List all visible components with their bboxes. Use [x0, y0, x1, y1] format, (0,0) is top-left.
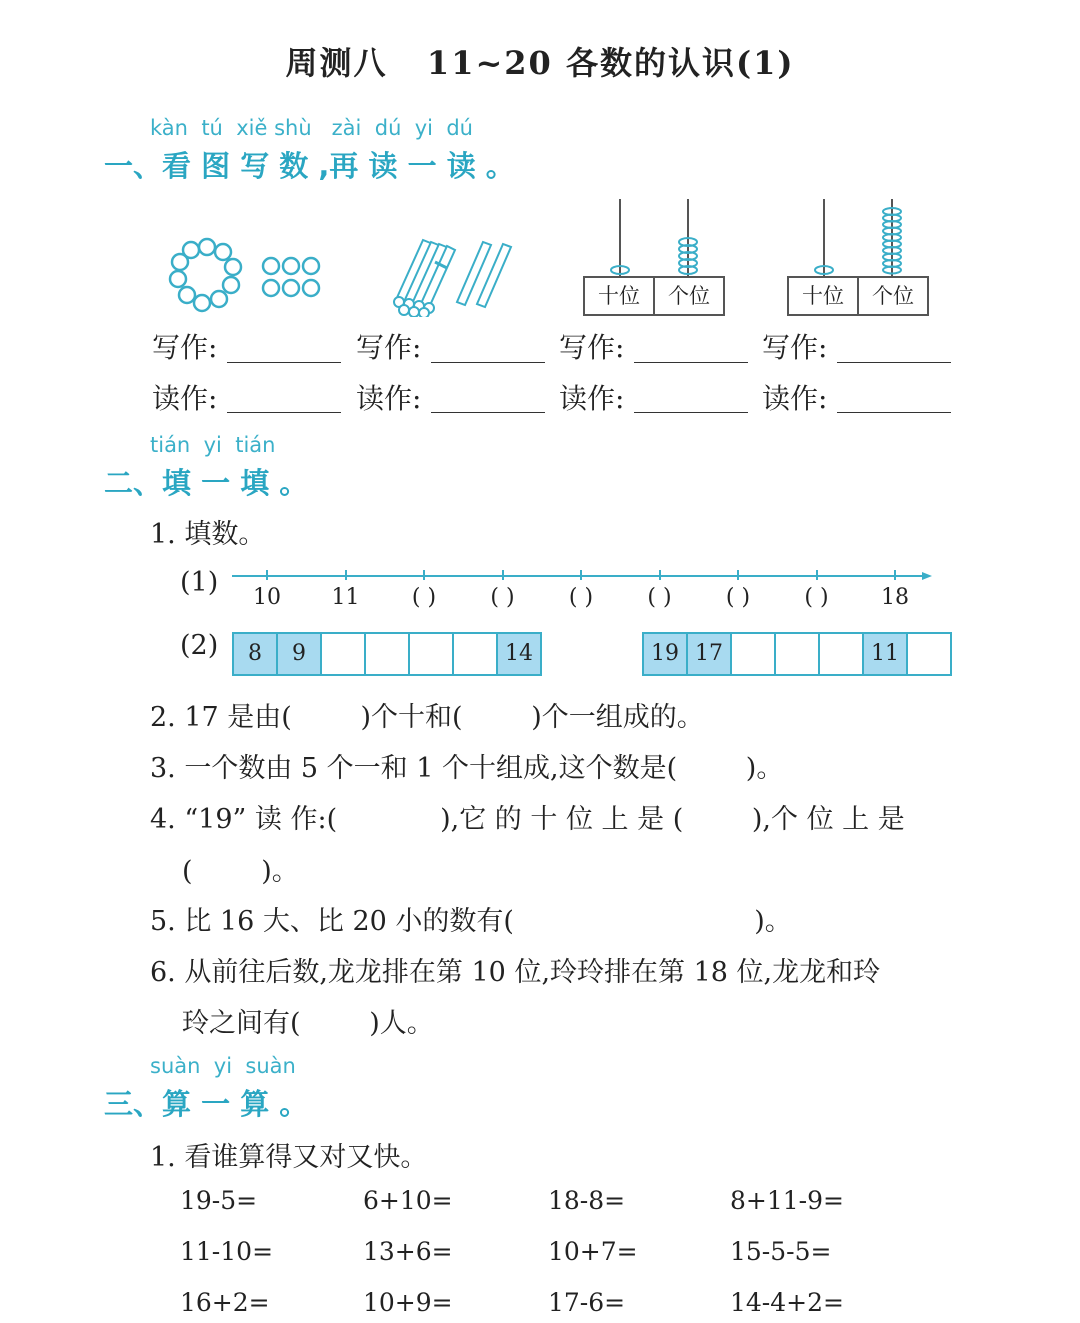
number-line-label[interactable]: ( ) — [647, 585, 672, 610]
number-line-label: 10 — [253, 585, 281, 610]
number-line-label: 11 — [331, 585, 360, 610]
question-2-3: 3. 一个数由 5 个一和 1 个十组成,这个数是( )。 — [150, 753, 784, 784]
section3-heading: 三、算 一 算 。 — [104, 1087, 309, 1121]
loose-circles — [263, 258, 319, 296]
box-cell: 8 — [234, 634, 278, 674]
read-label-3: 读作: — [559, 382, 625, 415]
calc-expression[interactable]: 10+9= — [363, 1288, 453, 1317]
write-label-3: 写作: — [559, 331, 625, 364]
number-line-tick — [423, 570, 425, 580]
box-cell: 17 — [688, 634, 732, 674]
tens-label: 十位 — [598, 284, 640, 308]
read-label-4: 读作: — [762, 382, 828, 415]
number-line-tick — [502, 570, 504, 580]
sticks-picture-icon — [385, 232, 515, 317]
number-line-tick — [816, 570, 818, 580]
calc-expression[interactable]: 10+7= — [548, 1237, 638, 1266]
write-blank-4[interactable] — [837, 362, 951, 363]
calc-expression[interactable]: 18-8= — [548, 1186, 626, 1215]
section1-heading: 一、看 图 写 数 ,再 读 一 读 。 — [104, 149, 515, 183]
calc-expression[interactable]: 16+2= — [180, 1288, 270, 1317]
write-blank-1[interactable] — [227, 362, 341, 363]
box-cell-blank[interactable] — [454, 634, 498, 674]
read-blank-4[interactable] — [837, 412, 951, 413]
read-label-2: 读作: — [356, 382, 422, 415]
page-title: 周测八 11~20 各数的认识(1) — [285, 44, 795, 82]
number-line-label[interactable]: ( ) — [725, 585, 751, 610]
number-line — [232, 568, 932, 584]
read-blank-1[interactable] — [227, 412, 341, 413]
number-line-tick — [894, 570, 896, 580]
section3-pinyin: suàn yi suàn — [150, 1054, 296, 1078]
place-value-box-2 — [787, 276, 929, 316]
section2-heading: 二、填 一 填 。 — [104, 466, 309, 500]
box-cell-blank[interactable] — [366, 634, 410, 674]
read-blank-3[interactable] — [634, 412, 748, 413]
calc-expression[interactable]: 8+11-9= — [730, 1186, 844, 1215]
write-label-4: 写作: — [762, 331, 828, 364]
number-line-tick — [345, 570, 347, 580]
abacus-1-icon — [583, 197, 723, 279]
number-line-tick — [266, 570, 268, 580]
calc-expression[interactable]: 11-10= — [180, 1237, 274, 1266]
question-2-4-cont: ( )。 — [182, 856, 299, 887]
part-2-label: (2) — [180, 630, 219, 661]
boxes-left — [232, 632, 542, 676]
calc-expression[interactable]: 13+6= — [363, 1237, 453, 1266]
box-cell-blank[interactable] — [410, 634, 454, 674]
ones-label: 个位 — [653, 278, 723, 314]
box-cell: 19 — [644, 634, 688, 674]
number-line-label: 18 — [881, 585, 909, 610]
place-value-box-1 — [583, 276, 725, 316]
number-line-label[interactable]: ( ) — [411, 585, 437, 610]
question-2-1: 1. 填数。 — [150, 519, 266, 550]
number-line-tick — [659, 570, 661, 580]
section2-pinyin: tián yi tián — [150, 433, 276, 457]
number-line-tick — [580, 570, 582, 580]
question-2-2: 2. 17 是由( )个十和( )个一组成的。 — [150, 702, 704, 733]
part-1-label: (1) — [180, 567, 219, 598]
write-blank-3[interactable] — [634, 362, 748, 363]
box-cell-blank[interactable] — [732, 634, 776, 674]
box-cell-blank[interactable] — [322, 634, 366, 674]
write-blank-2[interactable] — [431, 362, 545, 363]
calc-expression[interactable]: 17-6= — [548, 1288, 626, 1317]
box-cell: 9 — [278, 634, 322, 674]
question-2-6: 6. 从前往后数,龙龙排在第 10 位,玲玲排在第 18 位,龙龙和玲 — [150, 957, 881, 988]
question-3-1: 1. 看谁算得又对又快。 — [150, 1142, 428, 1173]
number-line-label[interactable]: ( ) — [490, 585, 515, 610]
read-blank-2[interactable] — [431, 412, 545, 413]
boxes-right — [642, 632, 952, 676]
box-cell-blank[interactable] — [820, 634, 864, 674]
box-cell: 11 — [864, 634, 908, 674]
box-cell-blank[interactable] — [776, 634, 820, 674]
question-2-4: 4. “19” 读 作:( ),它 的 十 位 上 是 ( ),个 位 上 是 — [150, 804, 905, 835]
ten-circle-ring — [170, 239, 241, 311]
calc-expression[interactable]: 15-5-5= — [730, 1237, 832, 1266]
write-label-1: 写作: — [152, 331, 218, 364]
circles-picture-icon — [165, 235, 330, 315]
box-cell: 14 — [498, 634, 540, 674]
number-line-label[interactable]: ( ) — [568, 585, 594, 610]
question-2-6-cont: 玲之间有( )人。 — [182, 1008, 434, 1039]
question-2-5: 5. 比 16 大、比 20 小的数有( )。 — [150, 906, 792, 937]
ones-label: 个位 — [857, 278, 927, 314]
tens-label: 十位 — [802, 284, 844, 308]
section1-pinyin: kàn tú xiě shù zài dú yi dú — [150, 116, 473, 140]
number-line-tick — [737, 570, 739, 580]
read-label-1: 读作: — [152, 382, 218, 415]
box-cell-blank[interactable] — [908, 634, 950, 674]
calc-expression[interactable]: 19-5= — [180, 1186, 258, 1215]
write-label-2: 写作: — [356, 331, 422, 364]
calc-expression[interactable]: 6+10= — [363, 1186, 453, 1215]
abacus-2-icon — [787, 197, 927, 279]
number-line-label[interactable]: ( ) — [804, 585, 829, 610]
calc-expression[interactable]: 14-4+2= — [730, 1288, 844, 1317]
